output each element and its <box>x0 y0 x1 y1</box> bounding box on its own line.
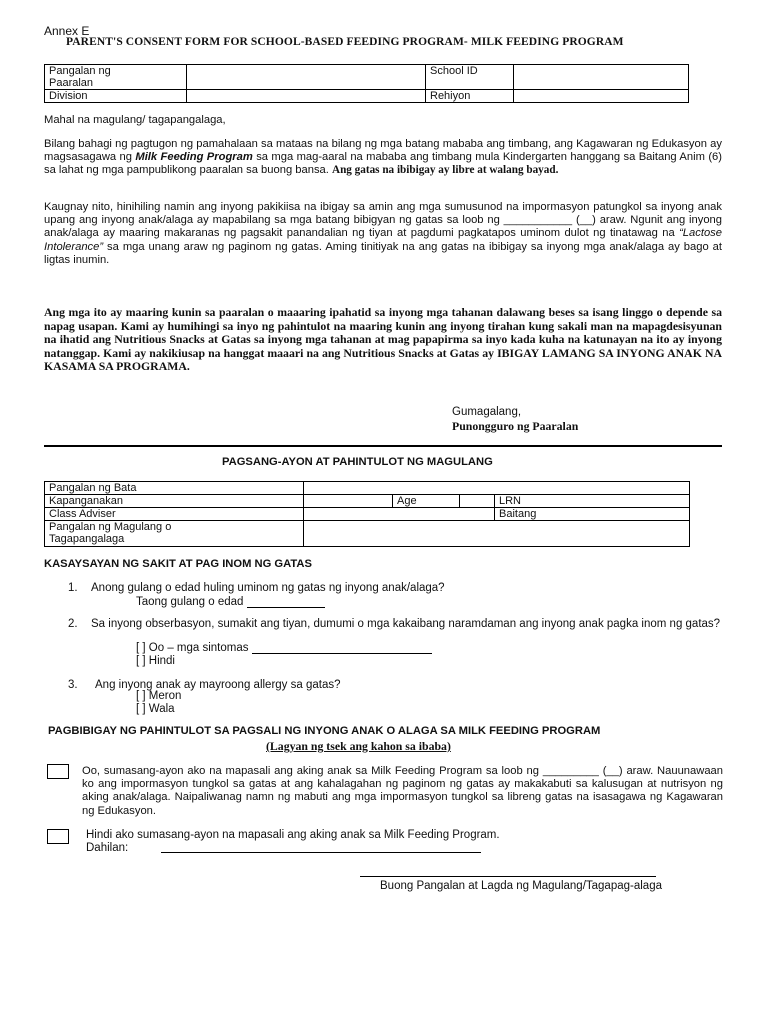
q2-number: 2. <box>68 618 78 630</box>
q3-option-yes[interactable]: [ ] Meron <box>136 690 182 702</box>
q3-number: 3. <box>68 679 78 691</box>
signatory: Punongguro ng Paaralan <box>452 419 579 433</box>
child-info-table <box>44 481 690 547</box>
reason-line[interactable] <box>161 852 481 853</box>
paragraph-2: Kaugnay nito, hinihiling namin ang inyong pakikiisa na ibigay sa amin ang mga sumusunod na impormasyon patungkol sa inyong anak upang ang inyong anak/alaga ay mapabilang sa mga batang bibigyan ng gatas sa loob ng ___________ (__) araw. Ngunit ang inyong anak/alaga ay maaring makaranas ng pagsakit panandalian ng tiyan at pagdumi pagkatapos uminom dulot ng tinatawag na “Lactose Intolerance” sa mga unang araw ng paginom ng gatas. Aming tinitiyak na ang gatas na ibibigay sa inyong mga anak/alaga ay bago at ligtas inumin. <box>44 201 722 266</box>
child-name-field[interactable] <box>304 482 690 495</box>
grade-label: Baitang <box>495 508 690 521</box>
signature-label: Buong Pangalan at Lagda ng Magulang/Tagapag-alaga <box>380 880 662 892</box>
birth-label: Kapanganakan <box>45 495 304 508</box>
permission-subheading: (Lagyan ng tsek ang kahon sa ibaba) <box>266 739 451 753</box>
q1-answer[interactable]: Taong gulang o edad <box>136 596 325 608</box>
salutation: Mahal na magulang/ tagapangalaga, <box>44 114 226 126</box>
child-name-label: Pangalan ng Bata <box>45 482 304 495</box>
q2-option-yes[interactable]: [ ] Oo – mga sintomas <box>136 642 432 654</box>
region-label: Rehiyon <box>426 90 514 103</box>
school-id-field[interactable] <box>514 65 689 90</box>
birth-field[interactable] <box>304 495 393 508</box>
school-name-label: Pangalan ng Paaralan <box>45 65 187 90</box>
q2-option-no[interactable]: [ ] Hindi <box>136 655 175 667</box>
school-info-table <box>44 64 689 103</box>
signature-line[interactable] <box>360 876 656 877</box>
division-label: Division <box>45 90 187 103</box>
divider <box>44 445 722 447</box>
consent-heading: PAGSANG-AYON AT PAHINTULOT NG MAGULANG <box>222 456 493 468</box>
consent-no-text: Hindi ako sumasang-ayon na mapasali ang aking anak sa Milk Feeding Program. <box>86 829 500 841</box>
adviser-label: Class Adviser <box>45 508 304 521</box>
q1-text: Anong gulang o edad huling uminom ng gatas ng inyong anak/alaga? <box>91 582 445 594</box>
parent-name-field[interactable] <box>304 521 690 547</box>
consent-no-checkbox[interactable] <box>47 829 69 844</box>
age-label: Age <box>393 495 460 508</box>
consent-yes-checkbox[interactable] <box>47 764 69 779</box>
lrn-label: LRN <box>495 495 690 508</box>
school-id-label: School ID <box>426 65 514 90</box>
form-title: PARENT'S CONSENT FORM FOR SCHOOL-BASED FEEDING PROGRAM- MILK FEEDING PROGRAM <box>66 36 624 48</box>
closing: Gumagalang, <box>452 406 522 418</box>
age-field[interactable] <box>460 495 495 508</box>
annex-label: Annex E <box>44 24 90 38</box>
permission-heading: PAGBIBIGAY NG PAHINTULOT SA PAGSALI NG INYONG ANAK O ALAGA SA MILK FEEDING PROGRAM <box>48 725 601 737</box>
paragraph-3: Ang mga ito ay maaring kunin sa paaralan o maaaring ipahatid sa inyong mga tahanan dalawang beses sa isang linggo o depende sa napag usapan. Kami ay humihingi sa inyo ng pahintulot na maaring kunin ang inyong tirahan kung sakali man na mapagdesisyunan na ihatid ang Nutritious Snacks at Gatas sa inyong mga tahanan at mag papapirma sa inyo kada kuha na katunayan na ito ay inyong natanggap. Kami ay nakikiusap na hanggat maaari na ang Nutritious Snacks at Gatas ay IBIGAY LAMANG SA INYONG ANAK NA KASAMA SA PROGRAMA. <box>44 305 722 373</box>
q2-text: Sa inyong obserbasyon, sumakit ang tiyan, dumumi o mga kakaibang naramdaman ang inyong anak pagka inom ng gatas? <box>91 618 721 630</box>
adviser-field[interactable] <box>304 508 495 521</box>
q3-option-no[interactable]: [ ] Wala <box>136 703 175 715</box>
reason-label: Dahilan: <box>86 842 129 854</box>
history-heading: KASAYSAYAN NG SAKIT AT PAG INOM NG GATAS <box>44 558 312 570</box>
q1-number: 1. <box>68 582 78 594</box>
parent-name-label: Pangalan ng Magulang o Tagapangalaga <box>45 521 304 547</box>
q3-text: Ang inyong anak ay mayroong allergy sa gatas? <box>95 679 341 691</box>
division-field[interactable] <box>187 90 426 103</box>
region-field[interactable] <box>514 90 689 103</box>
paragraph-1: Bilang bahagi ng pagtugon ng pamahalaan sa mataas na bilang ng mga batang mababa ang timbang, ang Kagawaran ng Edukasyon ay magsasagawa ng Milk Feeding Program sa mga mag-aaral na mababa ang timbang mula Kindergarten hanggang sa Baitang Anim (6) sa lahat ng mga pampublikong paaralan sa buong bansa. Ang gatas na ibibigay ay libre at walang bayad. <box>44 138 722 177</box>
school-name-field[interactable] <box>187 65 426 90</box>
consent-yes-text: Oo, sumasang-ayon ako na mapasali ang aking anak sa Milk Feeding Program sa loob ng _________ (__) araw. Nauunawaan ko ang impormasyon tungkol sa gatas at ang kahalagahan ng paginom ng gatas ay makakabuti sa kalusugan at nutrisyon ng aking anak/alaga. Naipaliwanag namn ng mabuti ang mga impormasyon tungkol sa libreng gatas na isasagawa ng Kagawaran ng Edukasyon. <box>82 765 723 817</box>
